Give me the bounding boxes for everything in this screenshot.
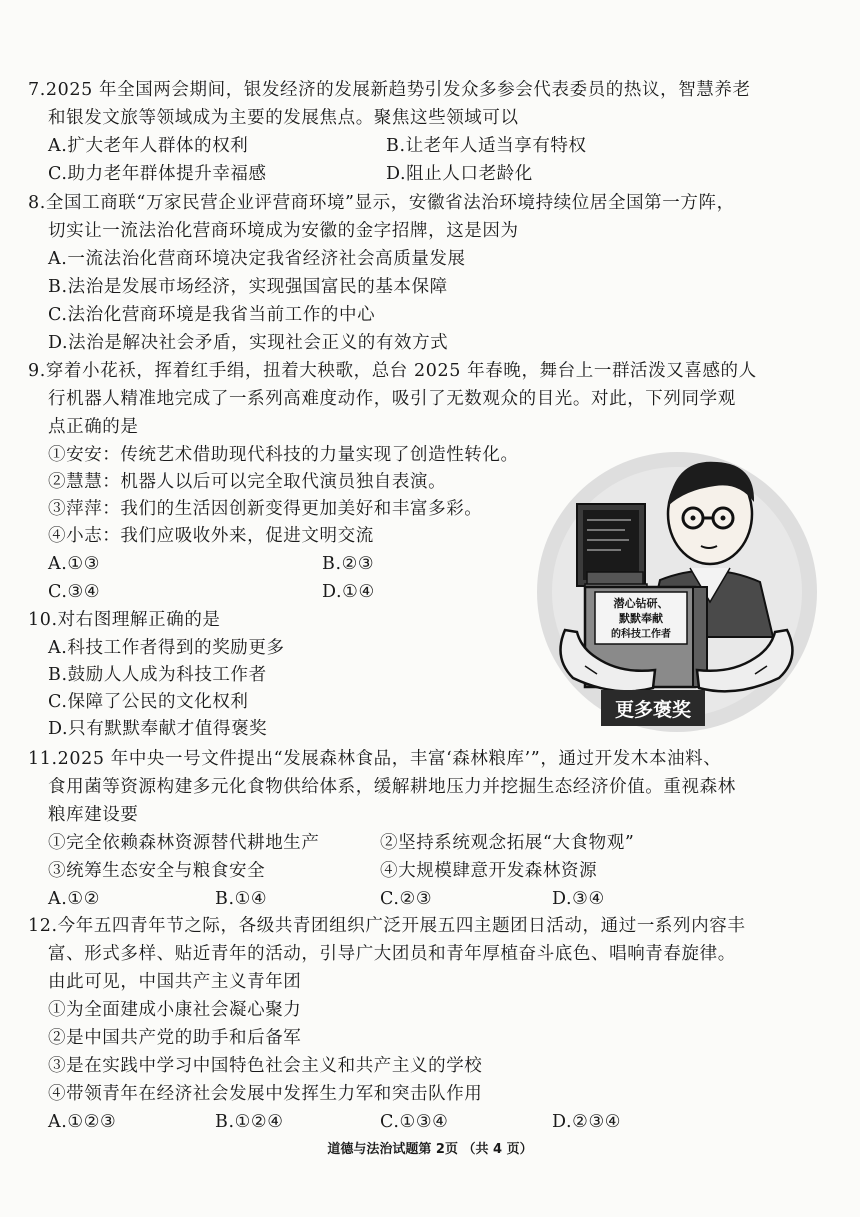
q8-option-b: B.法治是发展市场经济，实现强国富民的基本保障 <box>48 277 448 297</box>
q9-statement-4: ④小志：我们应吸收外来，促进文明交流 <box>48 526 374 546</box>
q9-statement-2: ②慧慧：机器人以后可以完全取代演员独自表演。 <box>48 472 447 492</box>
q9-option-c: C.③④ <box>48 582 101 602</box>
q11-statement-1: ①完全依赖森林资源替代耕地生产 <box>48 833 320 853</box>
q11-option-a: A.①② <box>48 889 100 909</box>
q7-option-c: C.助力老年群体提升幸福感 <box>48 164 267 184</box>
q11-statement-4: ④大规模肆意开发森林资源 <box>380 861 598 881</box>
q11-stem-line-3: 粮库建设要 <box>48 805 139 825</box>
q12-statement-3: ③是在实践中学习中国特色社会主义和共产主义的学校 <box>48 1056 483 1076</box>
q12-option-b: B.①②④ <box>215 1112 284 1132</box>
q9-option-d: D.①④ <box>322 582 375 602</box>
q9-option-b: B.②③ <box>322 554 375 574</box>
q8-option-d: D.法治是解决社会矛盾，实现社会正义的有效方式 <box>48 333 449 353</box>
q10-stem: 10.对右图理解正确的是 <box>28 610 221 630</box>
q8-option-c: C.法治化营商环境是我省当前工作的中心 <box>48 305 376 325</box>
q8-option-a: A.一流法治化营商环境决定我省经济社会高质量发展 <box>48 249 466 269</box>
q12-option-c: C.①③④ <box>380 1112 449 1132</box>
q9-statement-3: ③萍萍：我们的生活因创新变得更加美好和丰富多彩。 <box>48 499 483 519</box>
q12-stem-line-1: 12.今年五四青年节之际，各级共青团组织广泛开展五四主题团日活动，通过一系列内容丰 <box>28 916 746 936</box>
q12-statement-1: ①为全面建成小康社会凝心聚力 <box>48 1000 302 1020</box>
q11-option-d: D.③④ <box>552 889 605 909</box>
q12-stem-line-3: 由此可见，中国共产主义青年团 <box>48 972 302 992</box>
caption-text: 更多褒奖 <box>614 699 692 721</box>
sign-text-line-3: 的科技工作者 <box>611 629 671 640</box>
q12-statement-2: ②是中国共产党的助手和后备军 <box>48 1028 302 1048</box>
q9-statement-1: ①安安：传统艺术借助现代科技的力量实现了创造性转化。 <box>48 445 519 465</box>
q10-option-b: B.鼓励人人成为科技工作者 <box>48 665 267 685</box>
sign-text-line-2: 默默奉献 <box>619 612 663 625</box>
q7-stem-line-2: 和银发文旅等领域成为主要的发展焦点。聚焦这些领域可以 <box>48 108 519 128</box>
q11-statement-3: ③统筹生态安全与粮食安全 <box>48 861 266 881</box>
sign-text-line-1: 潜心钻研、 <box>613 597 669 610</box>
q12-option-a: A.①②③ <box>48 1112 117 1132</box>
q7-option-b: B.让老年人适当享有特权 <box>386 136 587 156</box>
q12-option-d: D.②③④ <box>552 1112 622 1132</box>
q9-option-a: A.①③ <box>48 554 100 574</box>
q9-stem-line-3: 点正确的是 <box>48 417 139 437</box>
caption-banner <box>601 690 705 726</box>
q12-statement-4: ④带领青年在经济社会发展中发挥生力军和突击队作用 <box>48 1084 483 1104</box>
q9-stem-line-2: 行机器人精准地完成了一系列高难度动作，吸引了无数观众的目光。对此，下列同学观 <box>48 389 736 409</box>
q9-stem-line-1: 9.穿着小花袄，挥着红手绢，扭着大秧歌，总台 2025 年春晚，舞台上一群活泼又喜感的人 <box>28 361 757 381</box>
q10-option-d: D.只有默默奉献才值得褒奖 <box>48 719 268 739</box>
q12-stem-line-2: 富、形式多样、贴近青年的活动，引导广大团员和青年厚植奋斗底色、唱响青春旋律。 <box>48 944 736 964</box>
cartoon-illustration <box>525 452 830 732</box>
q8-stem-line-1: 8.全国工商联“万家民营企业评营商环境”显示，安徽省法治环境持续位居全国第一方阵， <box>28 193 735 213</box>
q10-option-c: C.保障了公民的文化权利 <box>48 692 249 712</box>
q11-stem-line-1: 11.2025 年中央一号文件提出“发展森林食品，丰富‘森林粮库’”，通过开发木本油料、 <box>28 749 722 769</box>
q7-option-d: D.阻止人口老龄化 <box>386 164 533 184</box>
q11-statement-2: ②坚持系统观念拓展“大食物观” <box>380 833 635 853</box>
q7-stem-line-1: 7.2025 年全国两会期间，银发经济的发展新趋势引发众多参会代表委员的热议，智慧养老 <box>28 80 751 100</box>
q11-stem-line-2: 食用菌等资源构建多元化食物供给体系，缓解耕地压力并挖掘生态经济价值。重视森林 <box>48 777 736 797</box>
q11-option-b: B.①④ <box>215 889 268 909</box>
q11-option-c: C.②③ <box>380 889 433 909</box>
q10-option-a: A.科技工作者得到的奖励更多 <box>48 638 285 658</box>
page-footer: 道德与法治试题第 2页 （共 4 页） <box>327 1142 533 1157</box>
q7-option-a: A.扩大老年人群体的权利 <box>48 136 249 156</box>
q8-stem-line-2: 切实让一流法治化营商环境成为安徽的金字招牌，这是因为 <box>48 221 519 241</box>
